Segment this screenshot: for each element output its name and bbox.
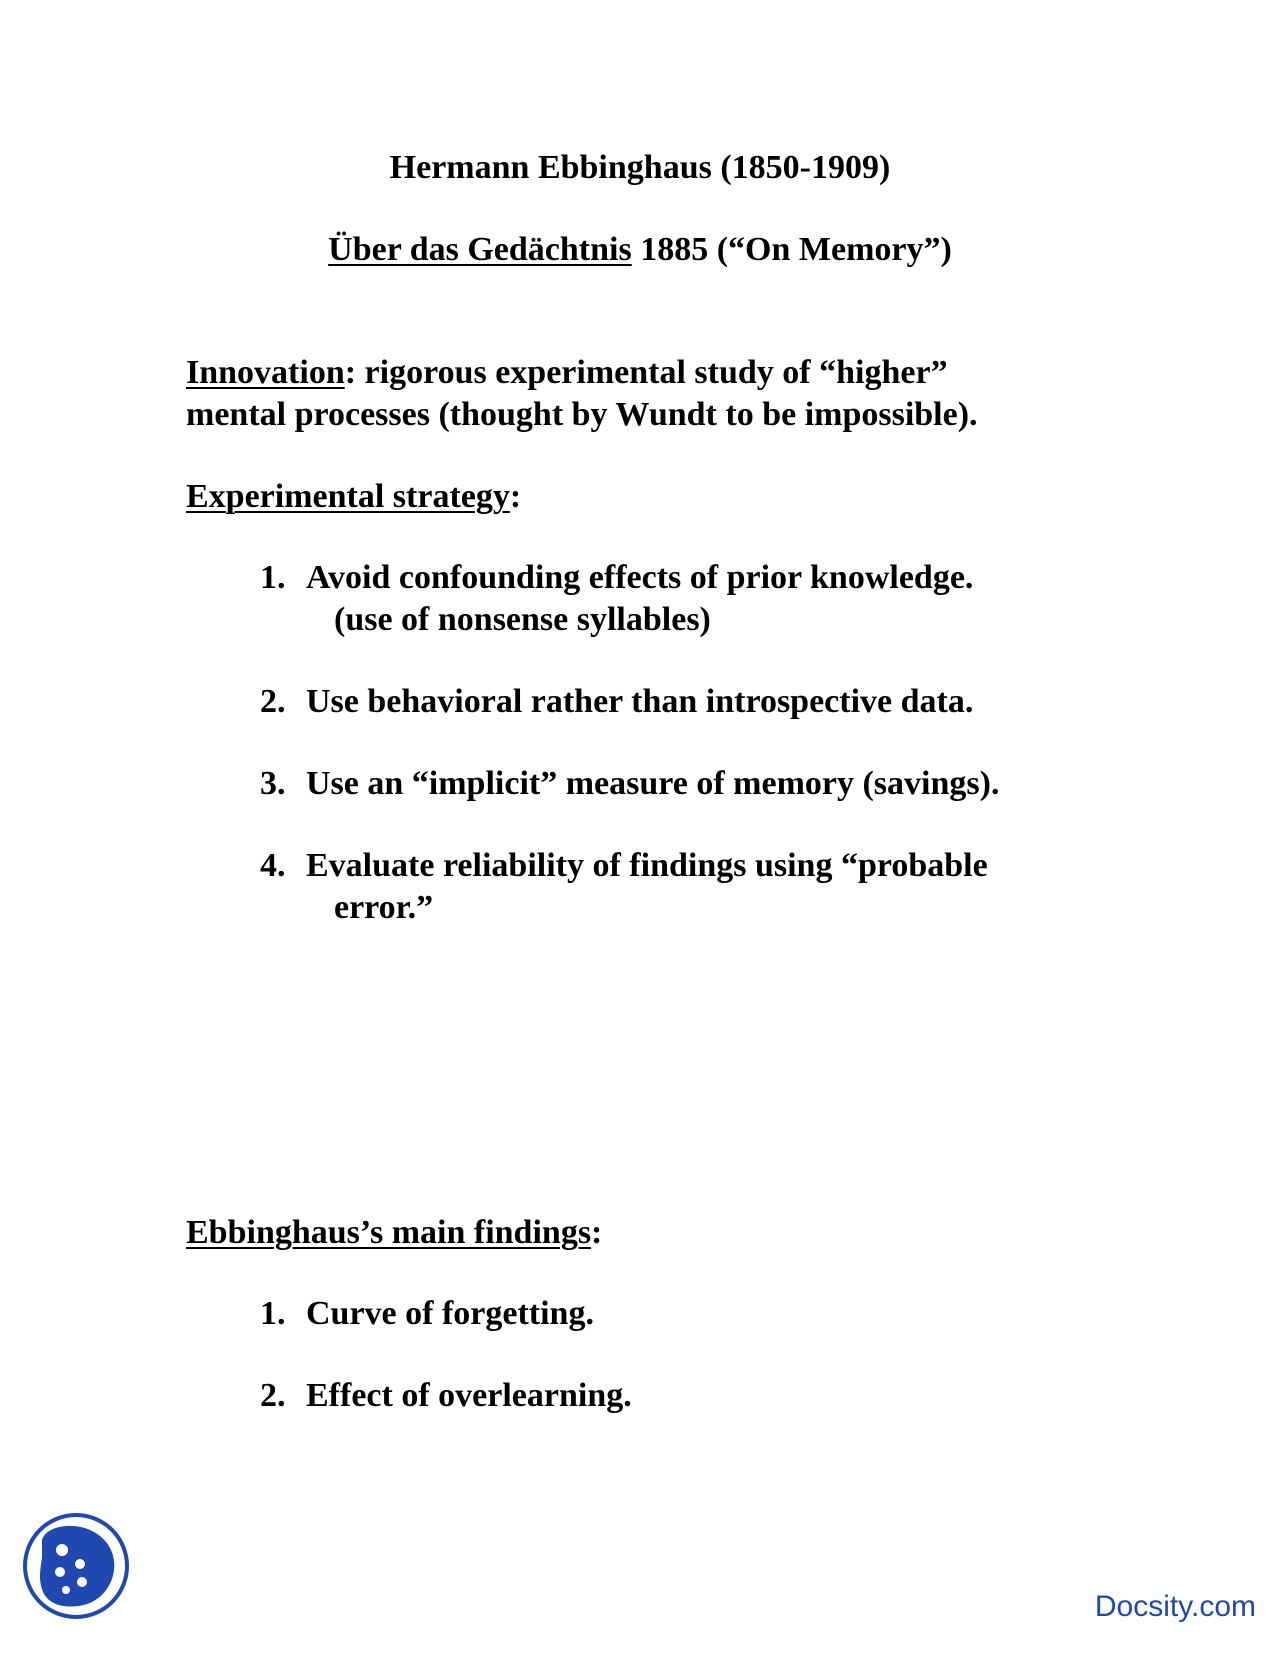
innovation-line-2: mental processes (thought by Wundt to be impossible). [186, 396, 978, 433]
strategy-item-2: 2. Use behavioral rather than introspective data. [260, 683, 974, 720]
strategy-item-1: 1. Avoid confounding effects of prior knowledge. [260, 559, 974, 596]
innovation-heading: Innovation [186, 354, 345, 391]
docsity-brand-link[interactable]: Docsity.com [1094, 1590, 1256, 1623]
docsity-logo-icon[interactable] [20, 1510, 132, 1622]
strategy-heading: Experimental strategy: [186, 478, 522, 515]
strategy-item-4-cont: error.” [334, 889, 434, 926]
page-title: Hermann Ebbinghaus (1850-1909) [389, 149, 891, 186]
book-title: Über das Gedächtnis [328, 231, 632, 268]
page-subtitle [0, 230, 1280, 270]
book-year: 1885 (“On Memory”) [631, 231, 952, 268]
innovation-line-1: Innovation: rigorous experimental study of “higher” [186, 354, 948, 391]
findings-item-1: 1. Curve of forgetting. [260, 1295, 594, 1332]
strategy-item-3: 3. Use an “implicit” measure of memory (savings). [260, 765, 1000, 802]
findings-item-2: 2. Effect of overlearning. [260, 1377, 632, 1414]
findings-heading: Ebbinghaus’s main findings: [186, 1214, 603, 1251]
strategy-item-4: 4. Evaluate reliability of findings using “probable [260, 847, 988, 884]
strategy-item-1-note: (use of nonsense syllables) [334, 601, 711, 638]
